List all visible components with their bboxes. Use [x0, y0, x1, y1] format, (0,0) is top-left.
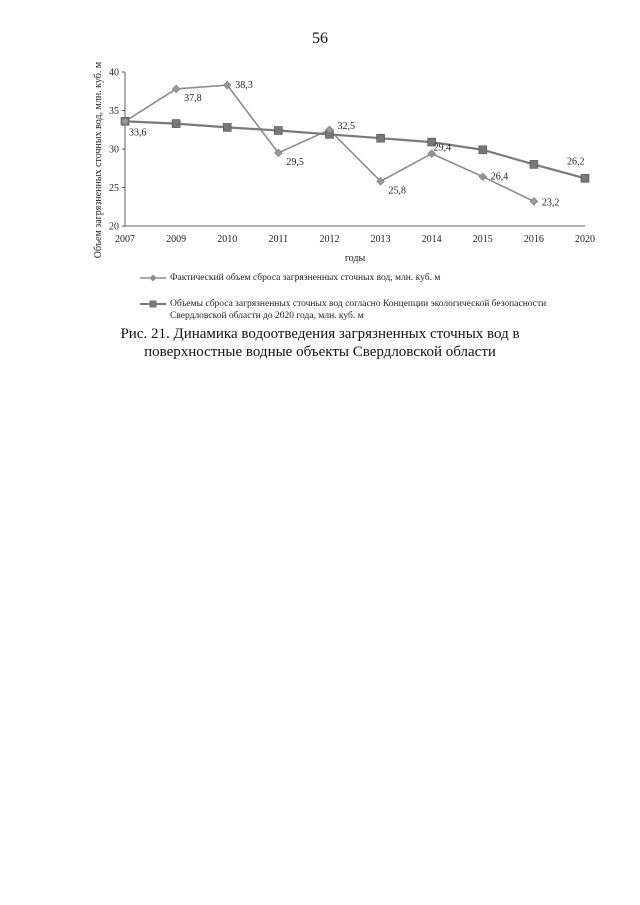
x-tick-label: 2013: [370, 234, 391, 245]
data-label-actual: 32,5: [337, 120, 355, 132]
x-tick-label: 2015: [472, 234, 493, 245]
y-tick-label: 25: [109, 183, 119, 194]
x-tick-label: 2012: [319, 234, 340, 245]
y-tick-label: 30: [109, 144, 119, 156]
marker-actual: [172, 85, 180, 93]
data-label-actual: 29,4: [433, 142, 452, 154]
data-label-actual: 37,8: [184, 92, 202, 104]
series-line-target: [125, 121, 585, 178]
legend-swatch-diamond: [140, 273, 166, 283]
data-label-actual: 29,5: [286, 156, 304, 168]
x-tick-label: 2016: [523, 234, 544, 245]
x-tick-labels: [115, 234, 595, 245]
legend-label-actual: Фактический объем сброса загрязненных сточных вод, млн. куб. м: [170, 273, 441, 283]
legend-item-target: [140, 298, 600, 322]
marker-target: [172, 120, 180, 128]
marker-target: [377, 134, 385, 142]
figure-caption: Рис. 21. Динамика водоотведения загрязненных сточных вод в поверхностные водные объекты Свердловской области: [120, 326, 520, 360]
data-label-actual: 33,6: [129, 127, 147, 139]
x-axis-label: годы: [344, 253, 366, 264]
x-tick-label: 2014: [421, 234, 442, 245]
marker-actual: [530, 198, 538, 206]
marker-target: [274, 127, 282, 135]
y-tick-label: 35: [109, 106, 119, 117]
marker-target: [223, 123, 231, 131]
data-label-target: 26,2: [567, 156, 585, 168]
x-tick-label: 2007: [115, 234, 135, 245]
x-tick-label: 2010: [217, 234, 238, 245]
x-tick-label: 2011: [268, 234, 289, 245]
data-label-actual: 23,2: [541, 197, 560, 209]
y-axis-label: Объем загрязненных сточных вод, млн. куб. м: [93, 61, 104, 259]
data-label-actual: 38,3: [235, 80, 253, 92]
y-tick-label: 20: [109, 221, 119, 233]
marker-actual: [479, 173, 487, 181]
marker-target: [479, 146, 487, 154]
legend-item-actual: [140, 272, 600, 284]
data-labels: [129, 80, 585, 208]
marker-target: [530, 160, 538, 168]
x-tick-label: 2009: [166, 234, 187, 245]
x-tick-label: 2020: [575, 234, 595, 245]
data-label-actual: 25,8: [388, 185, 407, 197]
legend-label-target: Объемы сброса загрязненных сточных вод согласно Концепции экологической безопасности Свердловской области до 2020 года, млн. куб. м: [170, 299, 547, 321]
data-label-actual: 26,4: [490, 171, 509, 183]
marker-target: [581, 174, 589, 182]
legend-swatch-square: [140, 299, 166, 309]
line-chart: [0, 0, 640, 270]
y-tick-labels: [109, 68, 119, 233]
y-tick-label: 40: [109, 67, 119, 79]
page-number: 56: [312, 30, 328, 47]
